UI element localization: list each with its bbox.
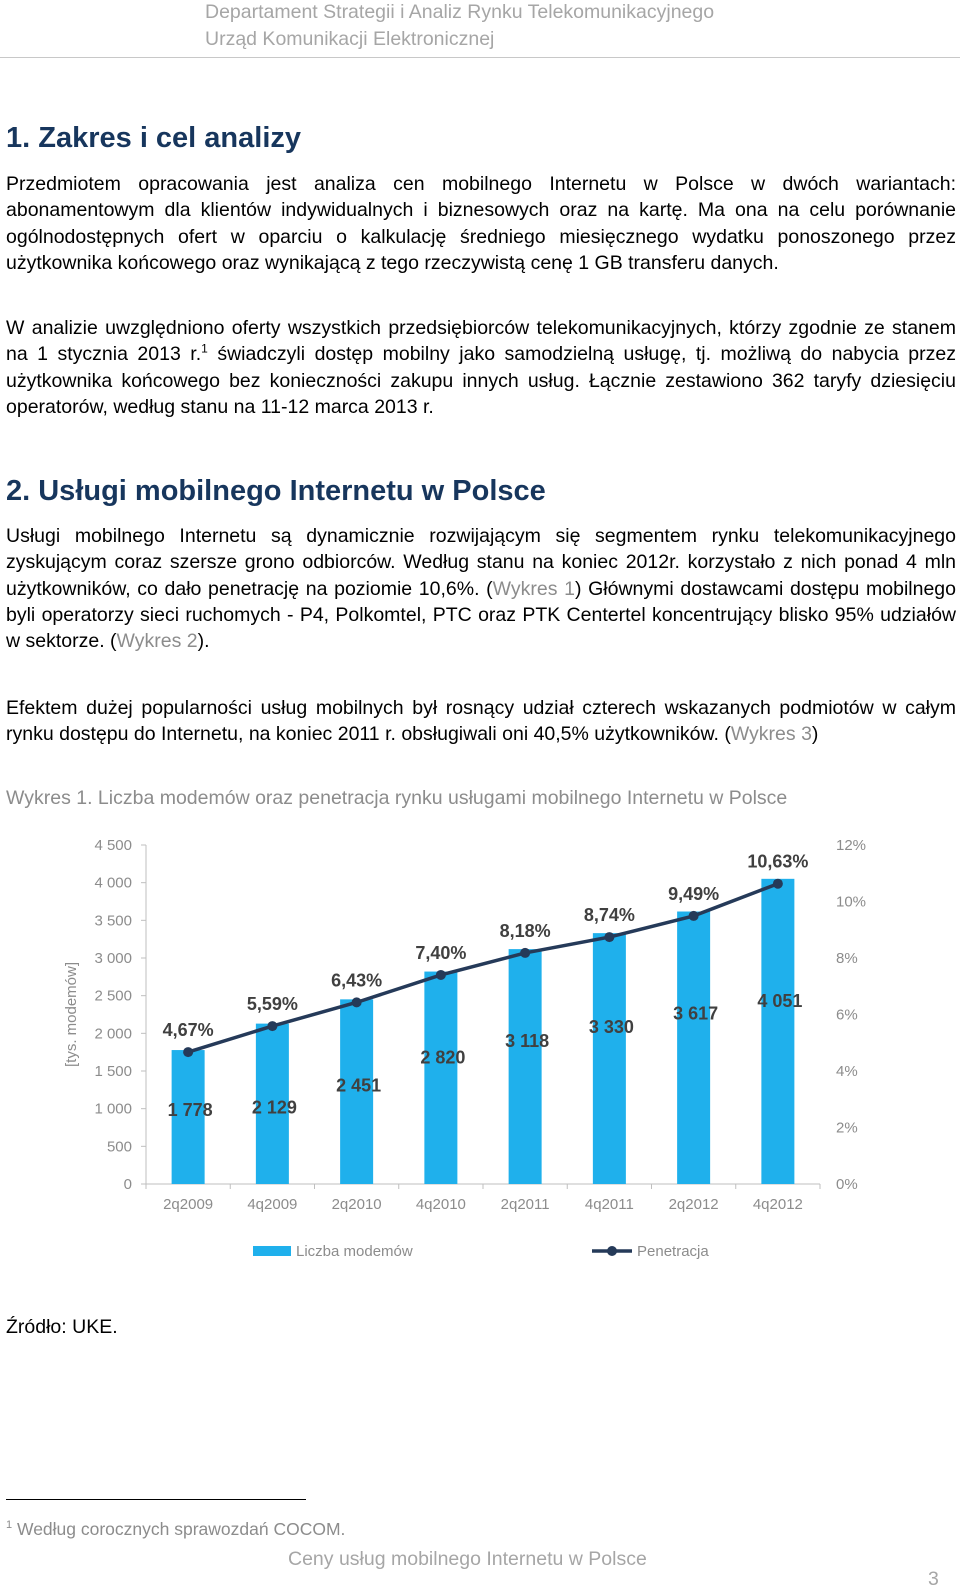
penetration-point <box>604 932 614 942</box>
right-axis-tick-label: 0% <box>836 1176 858 1193</box>
figure-ref-1[interactable]: Wykres 1 <box>492 577 575 600</box>
x-tick-label: 2q2010 <box>331 1196 382 1213</box>
bar-2q2012 <box>677 912 710 1184</box>
paragraph-3-text-b: ) Głównymi dostawcami dostępu mobilnego byli operatorzy sieci ruchomych - P4, Polkomtel, PTC oraz PTK Centertel koncentrujący blisko 95% udziałów w sektorze. ( <box>6 577 956 653</box>
paragraph-2-text-a: W analizie uwzględniono oferty wszystkich przedsiębiorców telekomunikacyjnych, którzy zgodnie ze stanem na 1 stycznia 2013 r. <box>6 317 956 366</box>
left-axis-tick-label: 500 <box>106 1138 132 1156</box>
legend-bar-swatch <box>253 1246 291 1256</box>
x-tick-label: 4q2010 <box>415 1196 466 1213</box>
right-axis-tick-label: 4% <box>836 1063 858 1080</box>
bar-2q2011 <box>509 949 542 1184</box>
bar-value-label: 1 778 <box>167 1100 213 1121</box>
section-2-heading: 2. Usługi mobilnego Internetu w Polsce <box>6 475 546 507</box>
x-tick-label: 2q2012 <box>668 1196 719 1213</box>
left-axis-tick-label: 2 000 <box>94 1025 132 1043</box>
paragraph-3-text-a: Usługi mobilnego Internetu są dynamicznie rozwijającym się segmentem rynku telekomunikacyjnego zyskującym coraz szersze grono odbiorców. Według stanu na koniec 2012r. korzystało z nich ponad 4 mln użytkowników, co dało penetrację na poziomie 10,6%. ( <box>6 525 956 600</box>
bar-value-label: 4 051 <box>757 990 803 1011</box>
bar-value-label: 2 129 <box>251 1097 297 1118</box>
footnote-ref[interactable]: 1 <box>201 341 208 356</box>
bar-4q2010 <box>424 972 457 1184</box>
x-tick-label: 2q2011 <box>500 1196 550 1213</box>
bar-value-label: 3 330 <box>588 1017 634 1038</box>
x-tick-label: 2q2009 <box>163 1196 214 1213</box>
figure-ref-3[interactable]: Wykres 3 <box>730 723 812 746</box>
penetration-point <box>267 1021 277 1031</box>
section-1-paragraph-1: Przedmiotem opracowania jest analiza cen mobilnego Internetu w Polsce w dwóch wariantach: abonamentowym dla klientów indywidualnych i biznesowych oraz na kartę. Ma ona na celu porównanie ogólnodostępnych ofert w oparciu o kalkulację średniego miesięcznego wydatku ponoszonego przez użytkownika końcowego oraz wynikającą z tego rzeczywistą cenę 1 GB transferu danych. <box>6 173 956 274</box>
penetration-value-label: 6,43% <box>331 970 383 991</box>
x-tick-label: 4q2011 <box>584 1196 634 1213</box>
penetration-value-label: 4,67% <box>162 1020 214 1041</box>
left-axis-tick-label: 0 <box>123 1176 132 1193</box>
legend-bar-label: Liczba modemów <box>296 1243 413 1260</box>
penetration-point <box>436 970 446 980</box>
penetration-point <box>773 879 783 889</box>
section-2-paragraph-1 <box>6 523 956 654</box>
right-axis-tick-label: 10% <box>836 893 867 911</box>
left-axis-tick-label: 4 000 <box>94 874 132 892</box>
header-divider <box>0 57 960 58</box>
penetration-value-label: 7,40% <box>415 942 467 963</box>
penetration-value-label: 8,74% <box>583 905 635 926</box>
penetration-value-label: 9,49% <box>668 883 720 904</box>
section-2-paragraph-2 <box>6 695 956 748</box>
header-office: Urząd Komunikacji Elektronicznej <box>205 28 495 50</box>
left-axis-tick-label: 1 500 <box>94 1063 132 1080</box>
penetration-point <box>689 911 699 921</box>
paragraph-4-text-b: ) <box>811 723 819 746</box>
legend-line-label: Penetracja <box>637 1243 709 1260</box>
section-1-paragraph-2 <box>6 315 956 420</box>
penetration-value-label: 10,63% <box>747 851 809 872</box>
y-axis-title: [tys. modemów] <box>63 961 80 1068</box>
penetration-point <box>352 997 362 1007</box>
section-1-heading: 1. Zakres i cel analizy <box>6 122 302 154</box>
left-axis-tick-label: 3 500 <box>94 912 132 930</box>
paragraph-4-text-a: Efektem dużej popularności usług mobilnych był rosnący udział czterech wskazanych podmiotów w całym rynku dostępu do Internetu, na koniec 2011 r. obsługiwali oni 40,5% użytkowników. ( <box>6 697 956 746</box>
bar-value-label: 3 118 <box>505 1031 550 1052</box>
left-axis-tick-label: 1 000 <box>94 1100 132 1118</box>
right-axis-tick-label: 12% <box>836 837 867 854</box>
bar-4q2012 <box>761 879 794 1184</box>
paragraph-3-text-c: ). <box>197 630 210 653</box>
bar-value-label: 3 617 <box>673 1003 719 1024</box>
figure-ref-2[interactable]: Wykres 2 <box>116 630 198 653</box>
x-tick-label: 4q2012 <box>752 1196 803 1213</box>
right-axis-tick-label: 6% <box>836 1006 858 1024</box>
penetration-point <box>183 1047 193 1057</box>
footnote <box>6 1519 345 1540</box>
left-axis-tick-label: 4 500 <box>94 837 132 854</box>
penetration-point <box>520 948 530 958</box>
page-number: 3 <box>928 1568 939 1590</box>
modems-penetration-chart <box>0 820 960 1290</box>
bar-value-label: 2 820 <box>420 1047 466 1068</box>
penetration-value-label: 8,18% <box>499 920 551 941</box>
x-tick-label: 4q2009 <box>247 1196 298 1213</box>
bar-value-label: 2 451 <box>336 1075 382 1096</box>
paragraph-2-text-b: świadczyli dostęp mobilny jako samodzielną usługę, tj. możliwą do nabycia przez użytkownika końcowego bez konieczności zakupu innych usług. Łącznie zestawiono 362 taryfy dziesięciu operatorów, według stanu na 11-12 marca 2013 r. <box>6 343 956 418</box>
right-axis-tick-label: 8% <box>836 950 858 967</box>
left-axis-tick-label: 3 000 <box>94 950 132 967</box>
figure-caption: Wykres 1. Liczba modemów oraz penetracja rynku usługami mobilnego Internetu w Polsce <box>6 787 788 809</box>
header-department: Departament Strategii i Analiz Rynku Telekomunikacyjnego <box>205 1 715 23</box>
left-axis-tick-label: 2 500 <box>94 987 132 1005</box>
footnote-divider <box>6 1499 306 1500</box>
footnote-text: Według corocznych sprawozdań COCOM. <box>12 1519 346 1539</box>
figure-source: Źródło: UKE. <box>6 1316 118 1338</box>
right-axis-tick-label: 2% <box>836 1119 858 1137</box>
page-header <box>0 0 960 58</box>
footnote-number: 1 <box>6 1519 13 1532</box>
legend-line-marker <box>607 1246 617 1256</box>
footer-title: Ceny usług mobilnego Internetu w Polsce <box>288 1548 647 1570</box>
penetration-value-label: 5,59% <box>246 994 298 1015</box>
bar-4q2011 <box>593 933 626 1184</box>
